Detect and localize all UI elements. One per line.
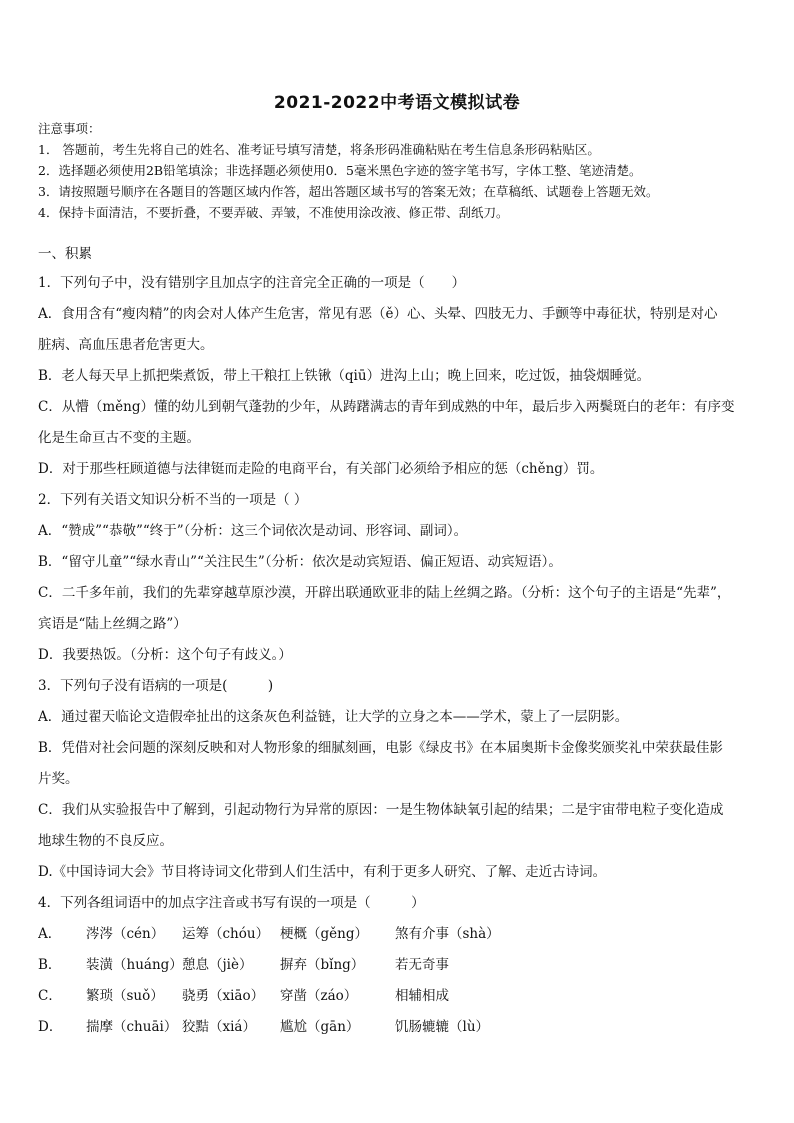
option-word: 相辅相成 — [395, 988, 449, 1004]
option-text: 化是生命亘古不变的主题。 — [38, 430, 200, 446]
option-text: B．老人每天早上抓把柴煮饭，带上干粮扛上铁锹（qiū）进沟上山；晚上回来，吃过饭，抽袋烟睡觉。 — [38, 368, 651, 384]
option-word: 若无奇事 — [395, 957, 449, 973]
notice-item: 2．选择题必须使用2B铅笔填涂；非选择题必须使用0．5毫米黑色字迹的签字笔书写，字体工整、笔迹清楚。 — [38, 163, 642, 178]
question-body — [38, 268, 760, 1043]
option-word: 尴尬（gān） — [280, 1019, 360, 1035]
section-heading: 一、积累 — [38, 246, 92, 262]
option-word: 狡黠（xiá） — [182, 1019, 256, 1035]
option-word: 梗概（gěng） — [280, 926, 368, 942]
option-text: C．从懵（měng）懂的幼儿到朝气蓬勃的少年，从踌躇满志的青年到成熟的中年，最后步入两鬓斑白的老年：有序变 — [38, 399, 735, 415]
option-word: 饥肠辘辘（lù） — [395, 1019, 490, 1035]
option-text: 脏病、高血压患者危害更大。 — [38, 337, 214, 353]
option-text: C．二千多年前，我们的先辈穿越草原沙漠，开辟出联通欧亚非的陆上丝绸之路。（分析：这个句子的主语是“先辈”， — [38, 585, 731, 601]
option-text: D．我要热饭。（分析：这个句子有歧义。） — [38, 647, 292, 663]
option-row-c — [38, 981, 760, 1012]
option-row-b — [38, 950, 760, 981]
option-word: 涔涔（cén） — [86, 926, 165, 942]
notice-item: 3．请按照题号顺序在各题目的答题区域内作答，超出答题区域书写的答案无效；在草稿纸、试题卷上答题无效。 — [38, 184, 659, 199]
notice-item: 4．保持卡面清洁，不要折叠，不要弄破、弄皱，不准使用涂改液、修正带、刮纸刀。 — [38, 205, 509, 220]
option-text: D．对于那些枉顾道德与法律铤而走险的电商平台，有关部门必须给予相应的惩（chěng）罚。 — [38, 461, 604, 477]
option-text: A．“赞成”“恭敬”“终于”（分析：这三个词依次是动词、形容词、副词）。 — [38, 523, 468, 539]
option-word: 摒弃（bǐng） — [280, 957, 365, 973]
option-word: 憩息（jiè） — [182, 957, 253, 973]
question-text: 4．下列各组词语中的加点字注音或书写有误的一项是（ ） — [38, 895, 425, 911]
question-text: 3．下列句子没有语病的一项是( ) — [38, 678, 274, 694]
notice-item: 1． 答题前，考生先将自己的姓名、准考证号填写清楚，将条形码准确粘贴在考生信息条形码粘贴区。 — [38, 142, 600, 157]
option-word: 装潢（huáng） — [86, 957, 183, 973]
option-text: 片奖。 — [38, 771, 79, 787]
option-row-a — [38, 919, 760, 950]
option-row-d — [38, 1012, 760, 1043]
option-text: 宾语是“陆上丝绸之路”） — [38, 616, 187, 632]
option-word: 运筹（chóu） — [182, 926, 270, 942]
option-letter: C． — [38, 988, 62, 1004]
option-text: B．凭借对社会问题的深刻反映和对人物形象的细腻刻画，电影《绿皮书》在本届奥斯卡金像奖颁奖礼中荣获最佳影 — [38, 740, 723, 756]
option-word: 繁琐（suǒ） — [86, 988, 164, 1004]
option-letter: B． — [38, 957, 62, 973]
notice-heading: 注意事项： — [38, 121, 101, 136]
option-text: B．“留守儿童”“绿水青山”“关注民生”（分析：依次是动宾短语、偏正短语、动宾短语）。 — [38, 554, 562, 570]
option-letter: A． — [38, 926, 62, 942]
option-text: C．我们从实验报告中了解到，引起动物行为异常的原因：一是生物体缺氧引起的结果；二是宇宙带电粒子变化造成 — [38, 802, 724, 818]
option-word: 揣摩（chuāi） — [86, 1019, 178, 1035]
option-word: 煞有介事（shà） — [395, 926, 500, 942]
option-text: D.《中国诗词大会》节目将诗词文化带到人们生活中，有利于更多人研究、了解、走近古诗词。 — [38, 864, 607, 880]
option-text: A．通过翟天临论文造假牵扯出的这条灰色利益链，让大学的立身之本——学术，蒙上了一层阴影。 — [38, 709, 629, 725]
question-text: 1．下列句子中，没有错别字且加点字的注音完全正确的一项是（ ） — [38, 275, 466, 291]
notice-block — [38, 118, 768, 223]
option-word: 穿凿（záo） — [280, 988, 358, 1004]
option-letter: D． — [38, 1019, 63, 1035]
page-title: 2021-2022中考语文模拟试卷 — [273, 93, 521, 113]
option-text: A．食用含有“瘦肉精”的肉会对人体产生危害，常见有恶（ě）心、头晕、四肢无力、手颤等中毒征状，特别是对心 — [38, 306, 718, 322]
question-text: 2．下列有关语文知识分析不当的一项是（ ） — [38, 492, 308, 508]
option-word: 骁勇（xiāo） — [182, 988, 265, 1004]
option-text: 地球生物的不良反应。 — [38, 833, 173, 849]
